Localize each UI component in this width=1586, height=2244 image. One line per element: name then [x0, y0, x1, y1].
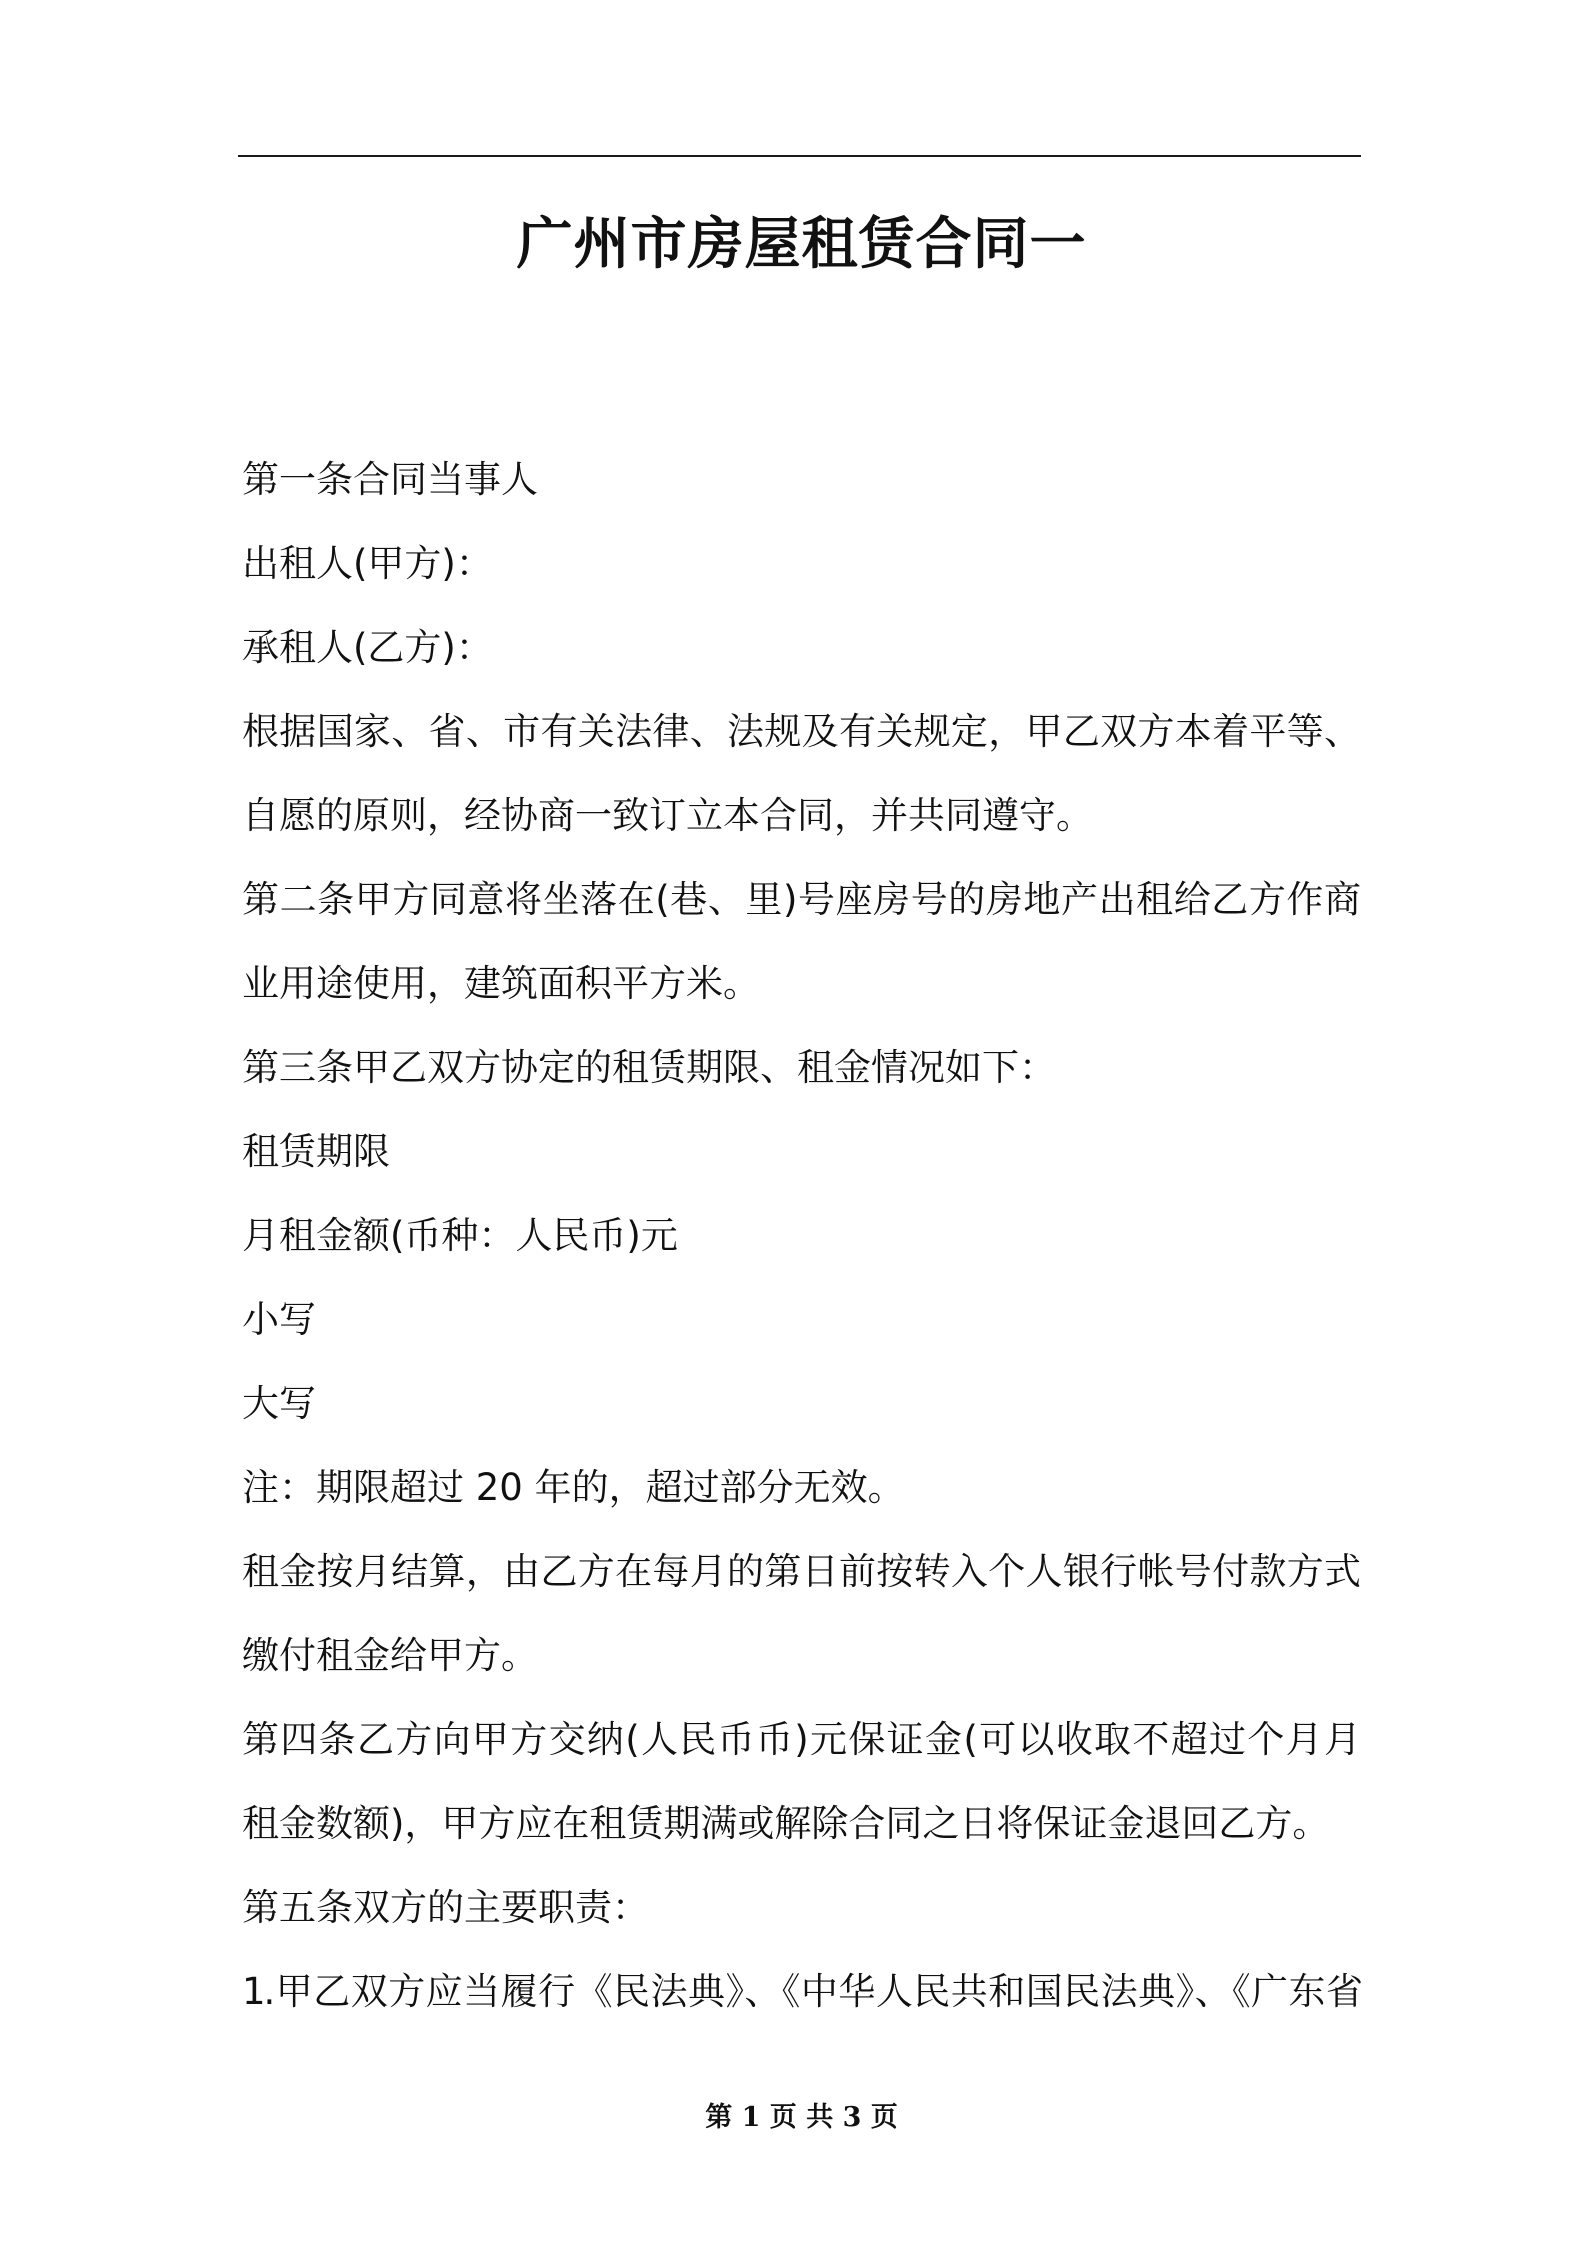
article-5-item-1-line-1: 1.甲乙双方应当履行《民法典》、《中华人民共和国民法典》、《广东省: [242, 1970, 1361, 2013]
term-note-line: 注：期限超过 20 年的，超过部分无效。: [242, 1466, 905, 1509]
preamble-line-2: 自愿的原则，经协商一致订立本合同，并共同遵守。: [242, 794, 1093, 837]
rent-payment-line-1: 租金按月结算，由乙方在每月的第日前按转入个人银行帐号付款方式: [242, 1550, 1361, 1593]
lessor-line: 出租人(甲方)：: [242, 542, 493, 585]
article-4-line-1: 第四条乙方向甲方交纳(人民币币)元保证金(可以收取不超过个月月: [242, 1718, 1361, 1761]
page-number-footer: 第 1 页 共 3 页: [705, 2102, 898, 2133]
amount-uppercase-line: 大写: [242, 1382, 316, 1425]
amount-lowercase-line: 小写: [242, 1298, 316, 1341]
header-rule: [238, 155, 1361, 157]
article-1-heading: 第一条合同当事人: [242, 458, 538, 501]
article-3-heading: 第三条甲乙双方协定的租赁期限、租金情况如下：: [242, 1046, 1056, 1089]
monthly-rent-line: 月租金额(币种：人民币)元: [242, 1214, 678, 1257]
article-4-line-2: 租金数额)，甲方应在租赁期满或解除合同之日将保证金退回乙方。: [242, 1802, 1330, 1845]
lease-term-line: 租赁期限: [242, 1130, 390, 1173]
lessee-line: 承租人(乙方)：: [242, 626, 493, 669]
document-title: 广州市房屋租赁合同一: [516, 212, 1087, 277]
document-body: [242, 438, 1361, 2034]
article-5-heading: 第五条双方的主要职责：: [242, 1886, 649, 1929]
article-2-line-2: 业用途使用，建筑面积平方米。: [242, 962, 760, 1005]
rent-payment-line-2: 缴付租金给甲方。: [242, 1634, 538, 1677]
preamble-line-1: 根据国家、省、市有关法律、法规及有关规定，甲乙双方本着平等、: [242, 710, 1361, 753]
article-2-line-1: 第二条甲方同意将坐落在(巷、里)号座房号的房地产出租给乙方作商: [242, 878, 1361, 921]
